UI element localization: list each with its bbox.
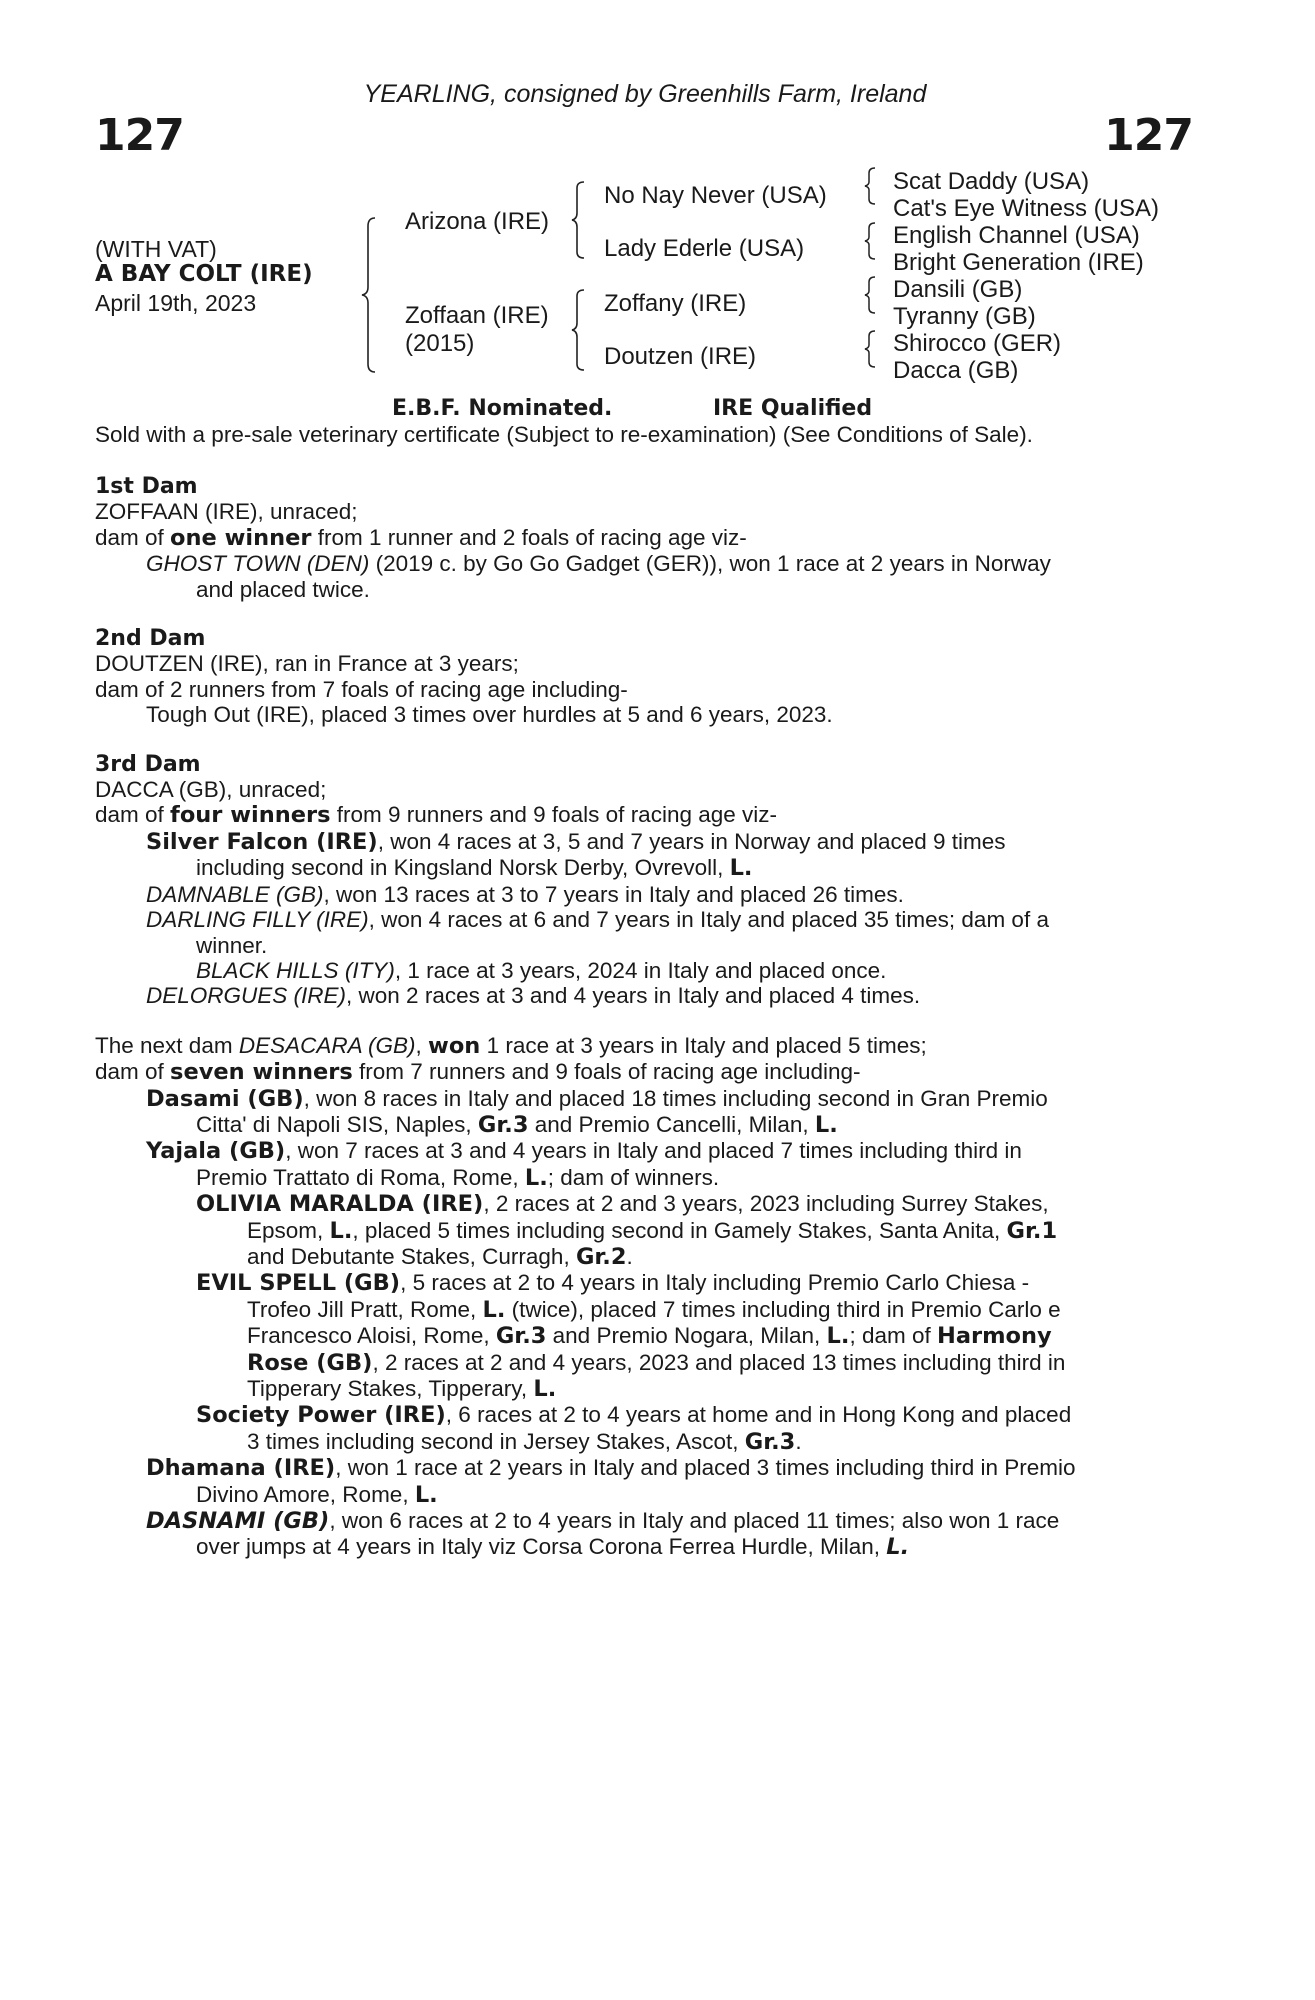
produce-olivia-maralda: OLIVIA MARALDA (IRE), 2 races at 2 and 3 years, 2023 including Surrey Stakes, (196, 1191, 1049, 1218)
produce-ghost-town: GHOST TOWN (DEN) (2019 c. by Go Go Gadget (GER)), won 1 race at 2 years in Norway (146, 551, 1051, 577)
gen3-7: Shirocco (GER) (893, 330, 1062, 357)
produce-ghost-town-cont: and placed twice. (196, 576, 370, 602)
vet-certificate-note: Sold with a pre-sale veterinary certificate (Subject to re-examination) (See Conditions of Sale). (95, 422, 1033, 447)
produce-dhamana: Dhamana (IRE), won 1 race at 2 years in Italy and placed 3 times including third in Premio (146, 1455, 1076, 1482)
catalogue-body (95, 474, 1195, 1561)
produce-yajala: Yajala (GB), won 7 races at 3 and 4 years in Italy and placed 7 times including third in (146, 1138, 1022, 1165)
pedigree-brace-2a (570, 180, 588, 260)
produce-society-power-cont: 3 times including second in Jersey Stakes, Ascot, Gr.3. (247, 1428, 802, 1455)
produce-dasnami-cont: over jumps at 4 years in Italy viz Corsa Corona Ferrea Hurdle, Milan, L. (196, 1534, 910, 1561)
gen3-1: Scat Daddy (USA) (893, 168, 1090, 195)
produce-silver-falcon-cont: including second in Kingsland Norsk Derby, Ovrevoll, L. (196, 855, 753, 882)
lot-subtitle: YEARLING, consigned by Greenhills Farm, Ireland (363, 80, 927, 108)
ebf-nominated: E.B.F. Nominated. (392, 396, 613, 421)
dam-dam: Doutzen (IRE) (604, 343, 757, 370)
next-dam-line: The next dam DESACARA (GB), won 1 race at 3 years in Italy and placed 5 times; (95, 1032, 927, 1059)
ire-qualified: IRE Qualified (713, 396, 873, 421)
produce-darling-filly: DARLING FILLY (IRE), won 4 races at 6 and 7 years in Italy and placed 35 times; dam of a (146, 907, 1049, 933)
lot-number-left: 127 (95, 110, 184, 161)
third-dam-heading: 3rd Dam (95, 751, 201, 777)
sire-sire: No Nay Never (USA) (604, 182, 827, 209)
produce-olivia-maralda-cont2: and Debutante Stakes, Curragh, Gr.2. (247, 1243, 633, 1270)
foaling-date: April 19th, 2023 (95, 290, 257, 316)
first-dam-produce-summary: dam of one winner from 1 runner and 2 foals of racing age viz- (95, 524, 747, 551)
produce-evil-spell-cont4: Tipperary Stakes, Tipperary, L. (247, 1376, 557, 1402)
pedigree-brace-2b (570, 288, 588, 372)
pedigree-brace-3d (863, 329, 879, 369)
vat-note: (WITH VAT) (95, 236, 217, 262)
second-dam-line: DOUTZEN (IRE), ran in France at 3 years; (95, 651, 519, 677)
gen3-6: Tyranny (GB) (893, 303, 1036, 330)
dam-sire: Zoffany (IRE) (604, 290, 747, 317)
produce-damnable: DAMNABLE (GB), won 13 races at 3 to 7 years in Italy and placed 26 times. (146, 881, 904, 907)
dam: Zoffaan (IRE) (405, 302, 549, 329)
produce-dhamana-cont: Divino Amore, Rome, L. (196, 1481, 438, 1508)
produce-evil-spell-cont2: Francesco Aloisi, Rome, Gr.3 and Premio Nogara, Milan, L.; dam of Harmony (247, 1323, 1052, 1350)
dam-year: (2015) (405, 330, 475, 357)
produce-tough-out: Tough Out (IRE), placed 3 times over hurdles at 5 and 6 years, 2023. (146, 702, 833, 728)
third-dam-produce-summary: dam of four winners from 9 runners and 9 foals of racing age viz- (95, 802, 778, 829)
gen3-4: Bright Generation (IRE) (893, 249, 1144, 276)
horse-name: A BAY COLT (IRE) (95, 261, 313, 287)
produce-delorgues: DELORGUES (IRE), won 2 races at 3 and 4 years in Italy and placed 4 times. (146, 983, 921, 1009)
sire: Arizona (IRE) (405, 208, 550, 235)
second-dam-produce-summary: dam of 2 runners from 7 foals of racing age including- (95, 676, 628, 702)
gen3-2: Cat's Eye Witness (USA) (893, 195, 1159, 222)
produce-black-hills: BLACK HILLS (ITY), 1 race at 3 years, 2024 in Italy and placed once. (196, 957, 887, 983)
lot-number-right: 127 (1104, 110, 1193, 161)
produce-olivia-maralda-cont: Epsom, L., placed 5 times including second in Gamely Stakes, Santa Anita, Gr.1 (247, 1217, 1058, 1244)
first-dam-line: ZOFFAAN (IRE), unraced; (95, 499, 358, 525)
produce-evil-spell: EVIL SPELL (GB), 5 races at 2 to 4 years in Italy including Premio Carlo Chiesa - (196, 1270, 1030, 1297)
produce-society-power: Society Power (IRE), 6 races at 2 to 4 years at home and in Hong Kong and placed (196, 1402, 1072, 1429)
pedigree-brace-1 (360, 216, 380, 374)
gen3-3: English Channel (USA) (893, 222, 1140, 249)
pedigree-brace-3b (863, 221, 879, 261)
pedigree-brace-3a (863, 166, 879, 206)
produce-evil-spell-cont: Trofeo Jill Pratt, Rome, L. (twice), placed 7 times including third in Premio Carlo e (247, 1296, 1061, 1323)
produce-dasami-cont: Citta' di Napoli SIS, Naples, Gr.3 and Premio Cancelli, Milan, L. (196, 1111, 838, 1138)
third-dam-line: DACCA (GB), unraced; (95, 777, 327, 803)
sire-dam: Lady Ederle (USA) (604, 235, 805, 262)
produce-yajala-cont: Premio Trattato di Roma, Rome, L.; dam of winners. (196, 1164, 720, 1191)
produce-silver-falcon: Silver Falcon (IRE), won 4 races at 3, 5 and 7 years in Norway and placed 9 times (146, 828, 1006, 855)
produce-dasami: Dasami (GB), won 8 races in Italy and placed 18 times including second in Gran Premio (146, 1085, 1048, 1112)
produce-dasnami: DASNAMI (GB), won 6 races at 2 to 4 years in Italy and placed 11 times; also won 1 race (146, 1508, 1060, 1535)
produce-darling-filly-cont: winner. (196, 932, 268, 958)
gen3-5: Dansili (GB) (893, 276, 1023, 303)
produce-evil-spell-cont3: Rose (GB), 2 races at 2 and 4 years, 2023 and placed 13 times including third in (247, 1349, 1066, 1376)
next-dam-produce-summary: dam of seven winners from 7 runners and 9 foals of racing age including- (95, 1059, 861, 1086)
pedigree-brace-3c (863, 275, 879, 315)
second-dam-heading: 2nd Dam (95, 626, 206, 652)
first-dam-heading: 1st Dam (95, 474, 198, 499)
gen3-8: Dacca (GB) (893, 357, 1019, 384)
